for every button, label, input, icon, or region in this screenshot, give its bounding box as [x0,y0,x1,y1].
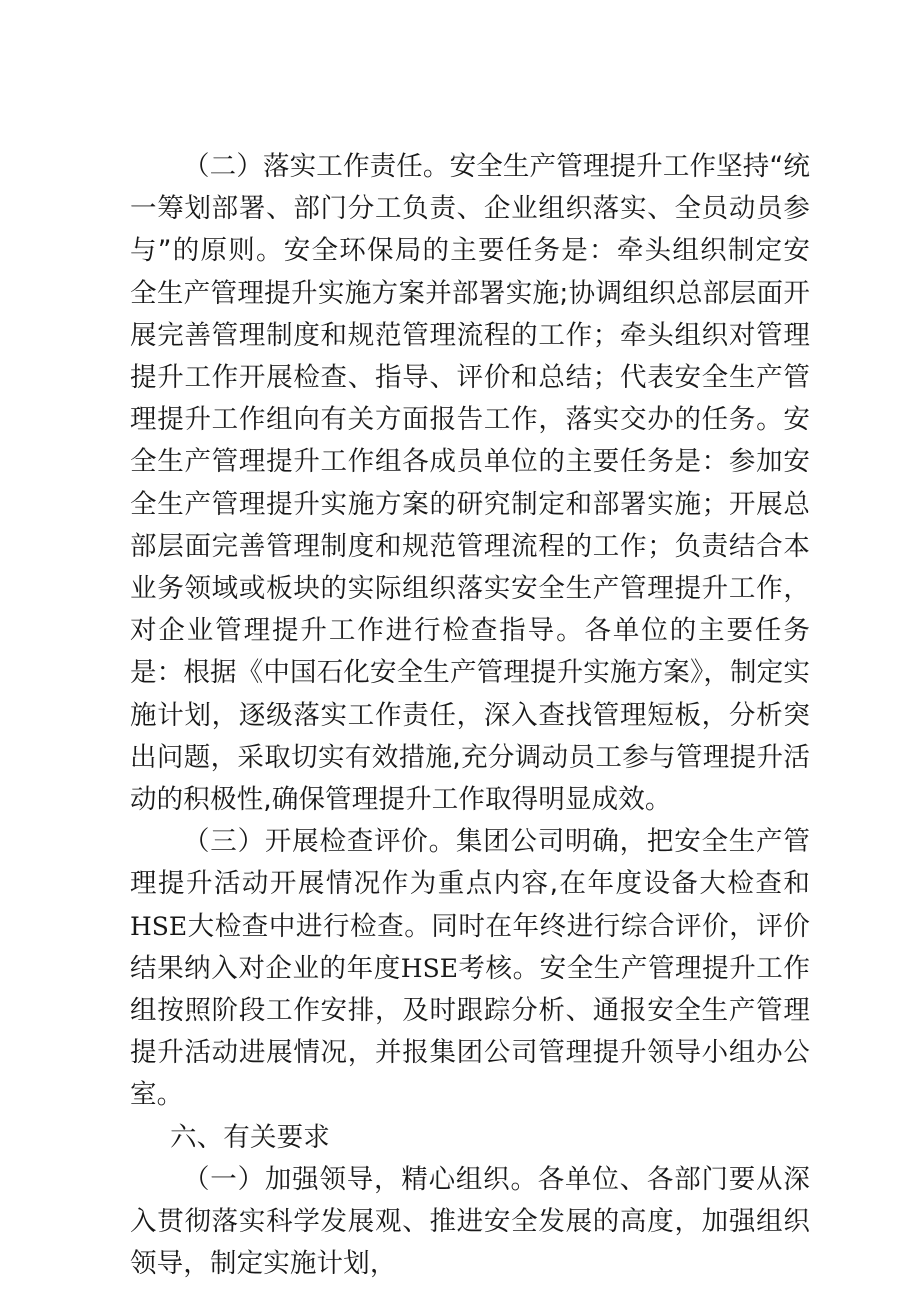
paragraph-3-segment-2: 大检查中进行检查。同时在年终进行综合评价，评价结果纳入对企业的年度 [130,910,810,984]
paragraph-conduct-inspection-evaluation [130,821,810,1116]
document-text-body [130,146,810,1285]
paragraph-3-segment-3: 考核。安全生产管理提升工作组按照阶段工作安排，及时跟踪分析、通报安全生产管理提升活动进展情况，并报集团公司管理提升领导小组办公室。 [130,952,811,1111]
paragraph-implement-work-responsibility: （二）落实工作责任。安全生产管理提升工作坚持“统一筹划部署、部门分工负责、企业组织落实、全员动员参与”的原则。安全环保局的主要任务是：牵头组织制定安全生产管理提升实施方案并部署实施;协调组织总部层面开展完善管理制度和规范管理流程的工作；牵头组织对管理提升工作开展检查、指导、评价和总结；代表安全生产管理提升工作组向有关方面报告工作，落实交办的任务。安全生产管理提升工作组各成员单位的主要任务是：参加安全生产管理提升实施方案的研究制定和部署实施；开展总部层面完善管理制度和规范管理流程的工作；负责结合本业务领域或板块的实际组织落实安全生产管理提升工作，对企业管理提升工作进行检查指导。各单位的主要任务是：根据《中国石化安全生产管理提升实施方案》，制定实施计划，逐级落实工作责任，深入查找管理短板，分析突出问题，采取切实有效措施,充分调动员工参与管理提升活动的积极性,确保管理提升工作取得明显成效。 [130,151,810,816]
section-heading-six-relevant-requirements: 六、有关要求 [170,1121,330,1153]
hse-acronym-second: HSE [400,953,458,983]
hse-acronym-first: HSE [130,911,188,941]
paragraph-3-segment-1: （三）开展检查评价。集团公司明确，把安全生产管理提升活动开展情况作为重点内容,在年度设备大检查和 [130,826,810,900]
paragraph-strengthen-leadership-careful-organization: （一）加强领导，精心组织。各单位、各部门要从深入贯彻落实科学发展观、推进安全发展的高度，加强组织领导，制定实施计划， [130,1163,810,1280]
